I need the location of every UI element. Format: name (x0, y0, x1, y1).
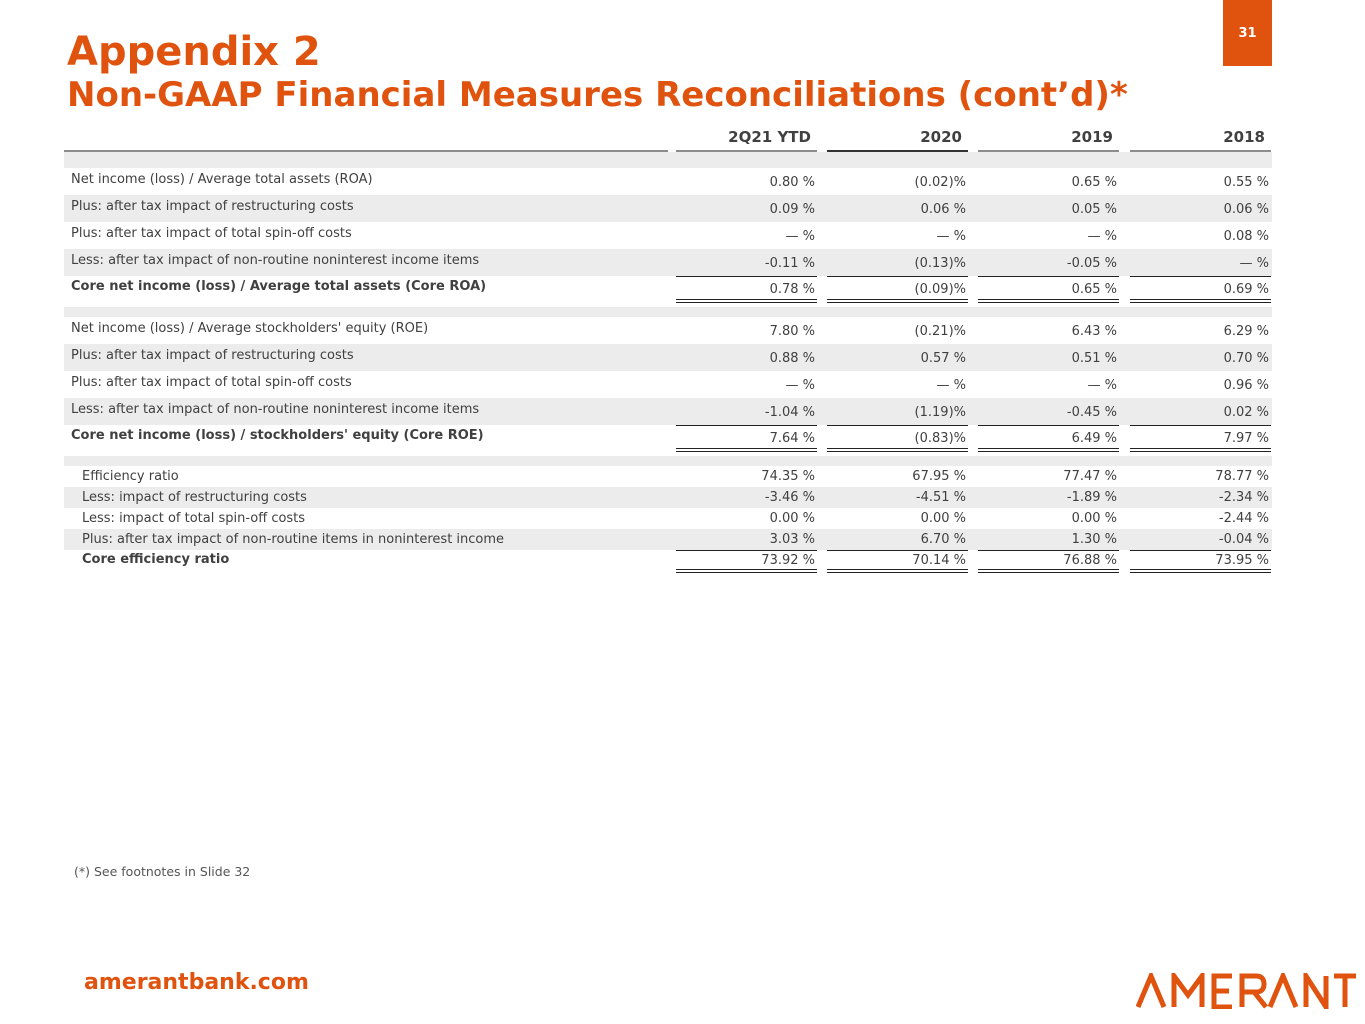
table-total-row (64, 550, 1272, 573)
row-value: — % (1087, 229, 1117, 244)
table-row (64, 249, 1272, 276)
row-value: 6.43 % (1071, 324, 1117, 339)
row-value: 0.06 % (920, 202, 966, 217)
column-header: 2019 (978, 128, 1119, 152)
row-value: — % (785, 378, 815, 393)
spacer-row (64, 456, 1272, 466)
row-value: -4.51 % (915, 490, 966, 505)
row-value: 67.95 % (912, 469, 966, 484)
column-header: 2018 (1130, 128, 1271, 152)
table-row (64, 371, 1272, 398)
row-value: (0.13)% (914, 256, 966, 271)
total-value: 0.69 % (1130, 276, 1271, 303)
row-label: Net income (loss) / Average stockholders' equity (ROE) (71, 321, 429, 336)
table-header-row (64, 128, 1272, 152)
total-value: 76.88 % (978, 550, 1119, 573)
row-value: 0.57 % (920, 351, 966, 366)
table-row (64, 195, 1272, 222)
row-value: -2.44 % (1218, 511, 1269, 526)
row-value: 0.80 % (769, 175, 815, 190)
table-total-row (64, 276, 1272, 303)
row-label: Less: impact of restructuring costs (82, 490, 307, 505)
spacer-row (64, 152, 1272, 168)
row-label: Plus: after tax impact of total spin-off costs (71, 375, 352, 390)
row-value: -1.04 % (764, 405, 815, 420)
table-row (64, 529, 1272, 550)
table-row (64, 344, 1272, 371)
row-value: — % (1087, 378, 1117, 393)
row-value: -0.45 % (1066, 405, 1117, 420)
page-number: 31 (1223, 0, 1272, 66)
row-value: 0.00 % (1071, 511, 1117, 526)
row-label: Plus: after tax impact of total spin-off costs (71, 226, 352, 241)
column-header: 2020 (827, 128, 968, 152)
row-value: -0.05 % (1066, 256, 1117, 271)
row-value: 0.00 % (769, 511, 815, 526)
total-value: (0.83)% (827, 425, 968, 452)
row-value: 0.55 % (1223, 175, 1269, 190)
row-value: 0.08 % (1223, 229, 1269, 244)
row-value: — % (1239, 256, 1269, 271)
row-value: -3.46 % (764, 490, 815, 505)
row-value: 7.80 % (769, 324, 815, 339)
total-label: Core efficiency ratio (82, 552, 230, 567)
row-value: -0.04 % (1218, 532, 1269, 547)
row-value: 0.02 % (1223, 405, 1269, 420)
row-value: -1.89 % (1066, 490, 1117, 505)
row-value: — % (936, 229, 966, 244)
row-value: 77.47 % (1063, 469, 1117, 484)
total-value: 0.65 % (978, 276, 1119, 303)
row-label: Plus: after tax impact of non-routine items in noninterest income (82, 532, 505, 547)
table-total-row (64, 425, 1272, 452)
row-value: 0.88 % (769, 351, 815, 366)
row-value: 6.29 % (1223, 324, 1269, 339)
row-value: -2.34 % (1218, 490, 1269, 505)
row-value: -0.11 % (764, 256, 815, 271)
page-title: Appendix 2 (67, 29, 321, 75)
row-value: 1.30 % (1071, 532, 1117, 547)
row-value: — % (936, 378, 966, 393)
total-label: Core net income (loss) / Average total assets (Core ROA) (71, 279, 487, 294)
row-label: Plus: after tax impact of restructuring costs (71, 348, 354, 363)
row-value: 74.35 % (761, 469, 815, 484)
row-label: Less: impact of total spin-off costs (82, 511, 306, 526)
website-link[interactable]: amerantbank.com (84, 970, 309, 995)
total-value: 73.92 % (676, 550, 817, 573)
table-row (64, 508, 1272, 529)
row-label: Net income (loss) / Average total assets (ROA) (71, 172, 373, 187)
row-value: 0.00 % (920, 511, 966, 526)
table-row (64, 222, 1272, 249)
table-row (64, 317, 1272, 344)
row-value: 6.70 % (920, 532, 966, 547)
total-value: 7.97 % (1130, 425, 1271, 452)
row-label: Less: after tax impact of non-routine noninterest income items (71, 402, 480, 417)
row-label: Plus: after tax impact of restructuring costs (71, 199, 354, 214)
amerant-logo (1136, 973, 1356, 1009)
row-value: (0.02)% (914, 175, 966, 190)
row-value: 3.03 % (769, 532, 815, 547)
row-value: (1.19)% (914, 405, 966, 420)
row-value: 0.06 % (1223, 202, 1269, 217)
row-value: 78.77 % (1215, 469, 1269, 484)
reconciliation-table (64, 128, 1272, 573)
total-label: Core net income (loss) / stockholders' equity (Core ROE) (71, 428, 484, 443)
row-value: 0.05 % (1071, 202, 1117, 217)
spacer-row (64, 307, 1272, 317)
total-value: (0.09)% (827, 276, 968, 303)
column-header: 2Q21 YTD (676, 128, 817, 152)
row-label: Efficiency ratio (82, 469, 179, 484)
row-label: Less: after tax impact of non-routine noninterest income items (71, 253, 480, 268)
total-value: 70.14 % (827, 550, 968, 573)
page-subtitle: Non-GAAP Financial Measures Reconciliations (cont’d)* (67, 75, 1128, 115)
table-row (64, 487, 1272, 508)
total-value: 73.95 % (1130, 550, 1271, 573)
total-value: 7.64 % (676, 425, 817, 452)
row-value: 0.65 % (1071, 175, 1117, 190)
table-row (64, 466, 1272, 487)
table-row (64, 168, 1272, 195)
row-value: — % (785, 229, 815, 244)
total-value: 0.78 % (676, 276, 817, 303)
total-value: 6.49 % (978, 425, 1119, 452)
row-value: (0.21)% (914, 324, 966, 339)
table-row (64, 398, 1272, 425)
row-value: 0.51 % (1071, 351, 1117, 366)
footnote: (*) See footnotes in Slide 32 (74, 864, 251, 879)
row-value: 0.09 % (769, 202, 815, 217)
row-value: 0.70 % (1223, 351, 1269, 366)
row-value: 0.96 % (1223, 378, 1269, 393)
